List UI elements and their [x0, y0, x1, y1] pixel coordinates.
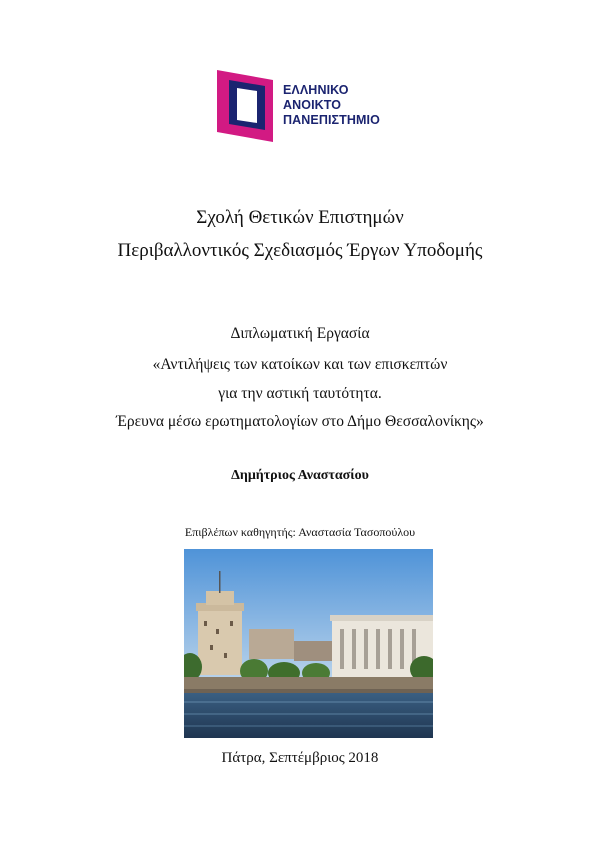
logo-text [283, 83, 380, 128]
university-logo-icon [217, 68, 283, 144]
author-name: Δημήτριος Αναστασίου [231, 468, 369, 483]
logo-line-2: ΑΝΟΙΚΤΟ [283, 98, 342, 112]
university-logo [217, 68, 407, 144]
logo-line-3: ΠΑΝΕΠΙΣΤΗΜΙΟ [283, 113, 380, 127]
logo-line-1: ΕΛΛΗΝΙΚΟ [283, 83, 349, 97]
place-and-date: Πάτρα, Σεπτέμβριος 2018 [221, 750, 379, 766]
supervisor: Επιβλέπων καθηγητής: Αναστασία Τασοπούλου [184, 525, 416, 539]
program-name: Περιβαλλοντικός Σχεδιασμός Έργων Υποδομής [117, 240, 483, 261]
thesis-title-line-3: Έρευνα μέσω ερωτηματολογίων στο Δήμο Θεσσαλονίκης» [116, 413, 484, 430]
thesis-title-line-1: «Αντιλήψεις των κατοίκων και των επισκεπτών [152, 356, 448, 373]
school-name: Σχολή Θετικών Επιστημών [196, 207, 404, 228]
cover-photo [184, 549, 433, 738]
thesis-title-line-2: για την αστική ταυτότητα. [218, 385, 382, 402]
white-tower-thessaloniki-photo-icon [184, 549, 433, 738]
thesis-type: Διπλωματική Εργασία [230, 325, 370, 342]
